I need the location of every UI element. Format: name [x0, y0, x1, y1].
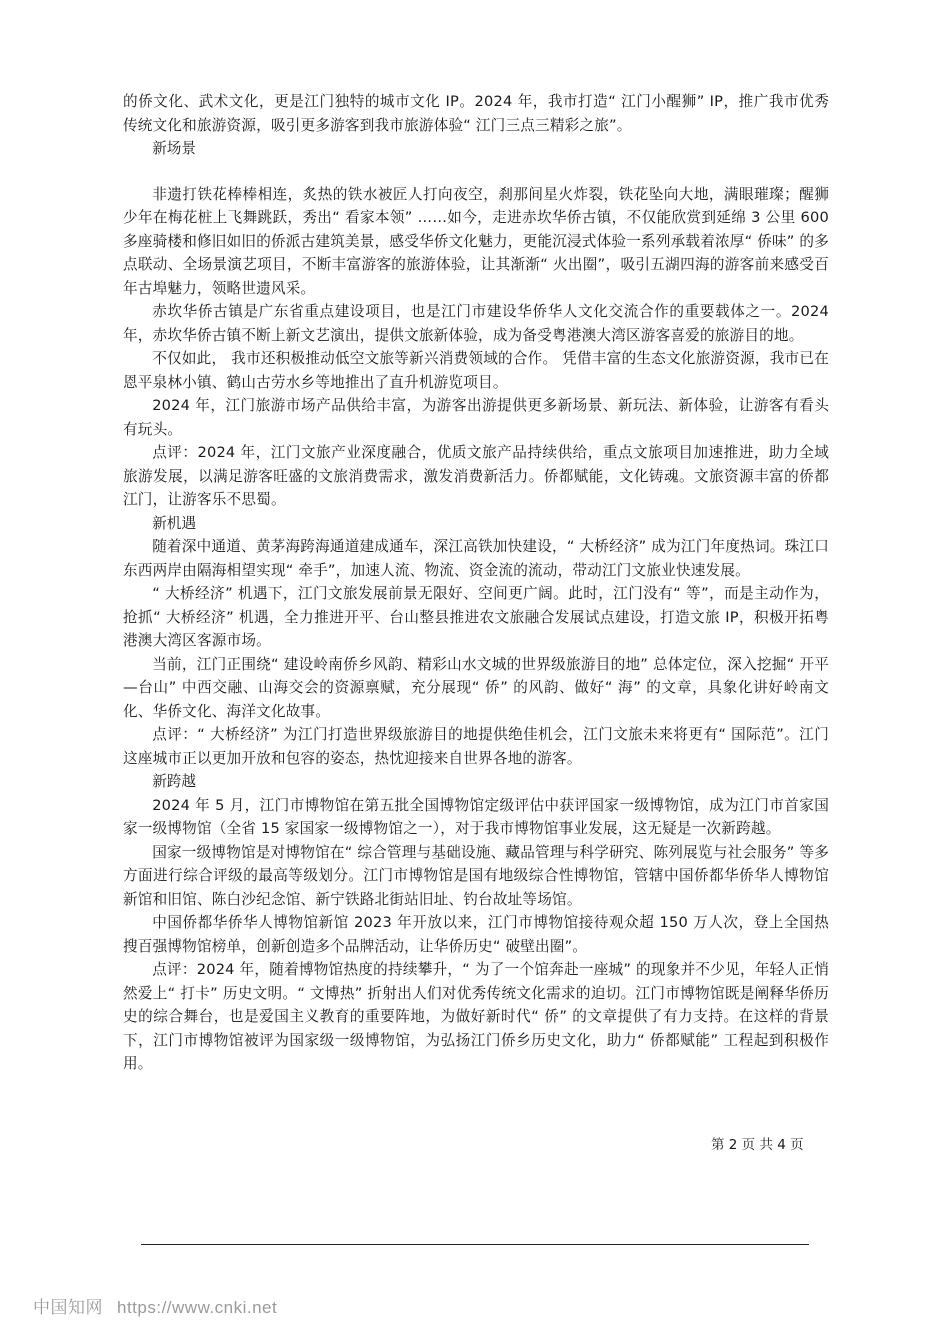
watermark-url: https://www.cnki.net	[117, 1298, 278, 1317]
paragraph: 中国侨都华侨华人博物馆新馆 2023 年开放以来，江门市博物馆接待观众超 150 万人次，登上全国热搜百强博物馆榜单，创新创造多个品牌活动，让华侨历史“ 破壁出圈”。	[123, 914, 829, 955]
section-heading-new-opportunity: 新机遇	[152, 514, 196, 532]
paragraph: 非遗打铁花棒棒相连，炙热的铁水被匠人打向夜空，刹那间星火炸裂，铁花坠向大地，满眼璀璨；醒狮少年在梅花桩上飞舞跳跃，秀出“ 看家本领” ……如今，走进赤坎华侨古镇，不仅能欣赏到延绵 3 公里 600 多座骑楼和修旧如旧的侨派古建筑美景，感受华侨文化魅力，更能沉浸式体验一系列承载着浓厚“ 侨味” 的多点联动、全场景演艺项目，不断丰富游客的旅游体验，让其渐渐“ 火出圈”，吸引五湖四海的游客前来感受百年古埠魅力，领略世遗风采。	[123, 185, 829, 297]
commentary-paragraph: 点评：2024 年，随着博物馆热度的持续攀升，“ 为了一个馆奔赴一座城” 的现象并不少见，年轻人正悄然爱上“ 打卡” 历史文明。“ 文博热” 折射出人们对优秀传统文化需求的迫切。江门市博物馆既是阐释华侨历史的综合舞台，也是爱国主义教育的重要阵地，为做好新时代“ 侨” 的文章提供了有力支持。在这样的背景下，江门市博物馆被评为国家级一级博物馆，为弘扬江门侨乡历史文化，助力“ 侨都赋能” 工程起到积极作用。	[123, 961, 829, 1072]
paragraph: 2024 年，江门旅游市场产品供给丰富，为游客出游提供更多新场景、新玩法、新体验，让游客有看头有玩头。	[123, 397, 829, 438]
section-heading-new-scene: 新场景	[152, 140, 196, 157]
commentary-paragraph: 点评：2024 年，江门文旅产业深度融合，优质文旅产品持续供给，重点文旅项目加速推进，助力全域旅游发展，以满足游客旺盛的文旅消费需求，激发消费新活力。侨都赋能，文化铸魂。文旅资源丰富的侨都江门，让游客乐不思蜀。	[123, 444, 829, 508]
paragraph: 当前，江门正围绕“ 建设岭南侨乡风韵、精彩山水文城的世界级旅游目的地” 总体定位，深入挖掘“ 开平—台山” 中西交融、山海交会的资源禀赋，充分展现“ 侨” 的风韵、做好“ 海” 的文章，具象化讲好岭南文化、华侨文化、海洋文化故事。	[123, 655, 829, 720]
paragraph: 国家一级博物馆是对博物馆在“ 综合管理与基础设施、藏品管理与科学研究、陈列展览与社会服务” 等多方面进行综合评级的最高等级划分。江门市博物馆是国有地级综合性博物馆，管辖中国侨都华侨华人博物馆新馆和旧馆、陈白沙纪念馆、新宁铁路北街站旧址、钓台故址等场馆。	[123, 843, 829, 908]
paragraph: 不仅如此， 我市还积极推动低空文旅等新兴消费领域的合作。 凭借丰富的生态文化旅游资源，我市已在恩平泉林小镇、鹤山古劳水乡等地推出了直升机游览项目。	[123, 350, 829, 391]
paragraph: 2024 年 5 月，江门市博物馆在第五批全国博物馆定级评估中获评国家一级博物馆，成为江门市首家国家一级博物馆（全省 15 家国家一级博物馆之一），对于我市博物馆事业发展，这无疑是一次新跨越。	[123, 796, 829, 837]
commentary-paragraph: 点评：“ 大桥经济” 为江门打造世界级旅游目的地提供绝佳机会，江门文旅未来将更有“ 国际范”。江门这座城市正以更加开放和包容的姿态，热忱迎接来自世界各地的游客。	[123, 726, 829, 767]
watermark-brand: 中国知网	[33, 1298, 103, 1317]
paragraph-intro: 的侨文化、武术文化，更是江门独特的城市文化 IP。2024 年，我市打造“ 江门小醒狮” IP，推广我市优秀传统文化和旅游资源，吸引更多游客到我市旅游体验“ 江门三点三精彩之旅”。	[123, 93, 829, 134]
page-number: 第 2 页 共 4 页	[711, 1137, 804, 1153]
paragraph: 随着深中通道、黄茅海跨海通道建成通车，深江高铁加快建设，“ 大桥经济” 成为江门年度热词。珠江口东西两岸由隔海相望实现“ 牵手”，加速人流、物流、资金流的流动，带动江门文旅业快速发展。	[123, 538, 829, 579]
paragraph: “ 大桥经济” 机遇下，江门文旅发展前景无限好、空间更广阔。此时，江门没有“ 等”，而是主动作为，抢抓“ 大桥经济” 机遇，全力推进开平、台山整县推进农文旅融合发展试点建设，打造文旅 IP，积极开拓粤港澳大湾区客源市场。	[123, 585, 829, 649]
cnki-watermark	[33, 1293, 277, 1318]
paragraph: 赤坎华侨古镇是广东省重点建设项目，也是江门市建设华侨华人文化交流合作的重要载体之一。2024 年，赤坎华侨古镇不断上新文艺演出，提供文旅新体验，成为备受粤港澳大湾区游客喜爱的旅游目的地。	[123, 303, 829, 344]
footer-divider	[141, 1244, 809, 1245]
article-body	[123, 90, 829, 1076]
section-heading-new-leap: 新跨越	[152, 773, 196, 790]
